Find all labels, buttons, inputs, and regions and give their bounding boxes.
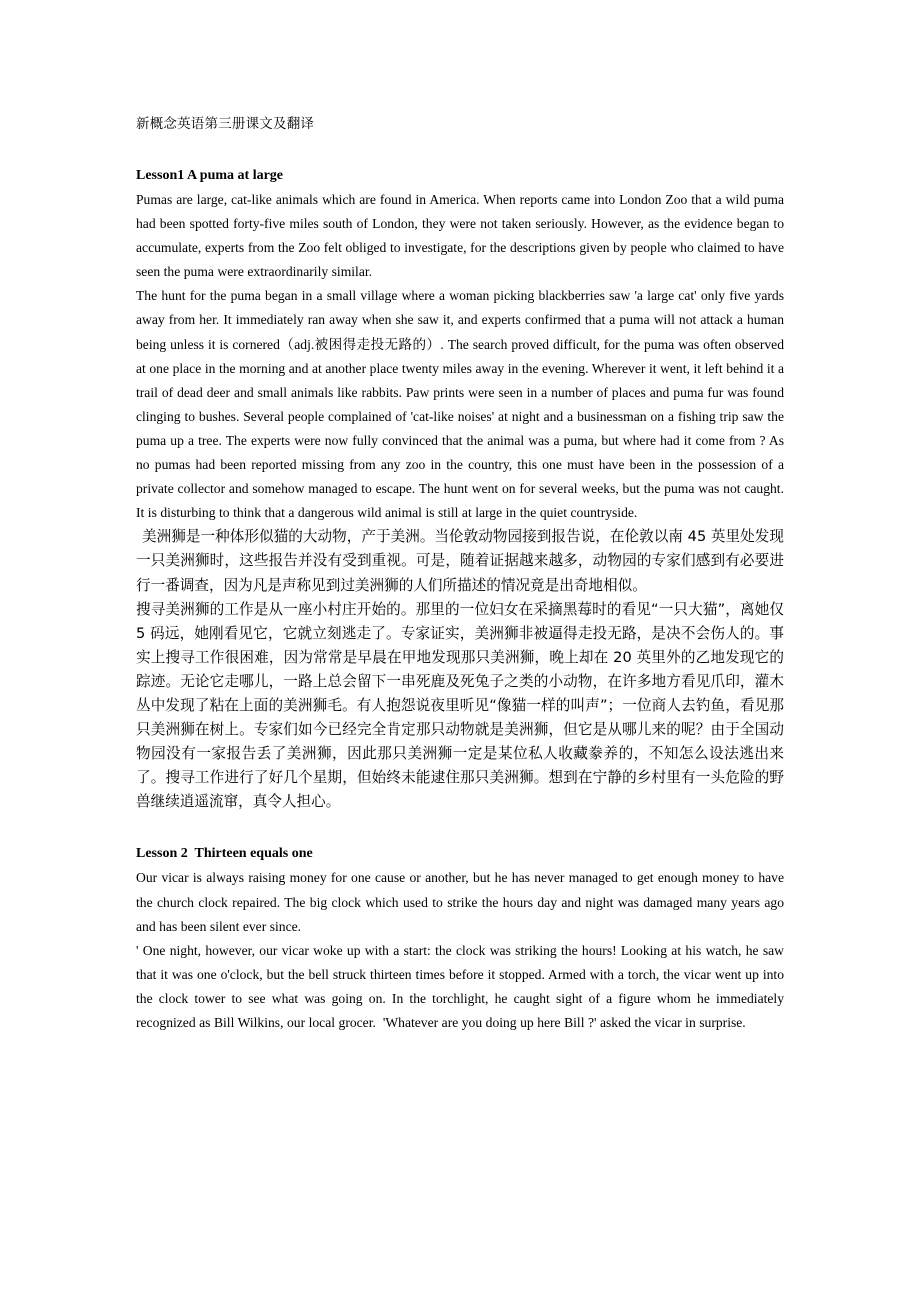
lesson-2-paragraph-1: Our vicar is always raising money for one cause or another, but he has never managed to get enough money to have the church clock repaired. The big clock which used to strike the hours day and night was damaged many years ago and has been silent ever since. [136,870,788,934]
lesson-heading-1: Lesson1 A puma at large [136,168,284,183]
lesson-1-paragraph-2: The hunt for the puma began in a small village where a woman picking blackberries saw 'a large cat' only five yards away from her. It immediately ran away when she saw it, and experts confirmed that a puma will not attack a human being unless it is cornered（adj.被困得走投无路的）. The search proved difficult, for the puma was often observed at one place in the morning and at another place twenty miles away in the evening. Wherever it went, it left behind it a trail of dead deer and small animals like rabbits. Paw prints were seen in a number of places and puma fur was found clinging to bushes. Several people complained of 'cat-like noises' at night and a businessman on a fishing trip saw the puma up a tree. The experts were now fully convinced that the animal was a puma, but where had it come from ? As no pumas had been reported missing from any zoo in the country, this one must have been in the possession of a private collector and somehow managed to escape. The hunt went on for several weeks, but the puma was not caught. It is disturbing to think that a dangerous wild animal is still at large in the quiet countryside. [136,288,788,521]
lesson-1-translation-paragraph-1: 美洲狮是一种体形似猫的大动物，产于美洲。当伦敦动物园接到报告说，在伦敦以南 45 英里处发现一只美洲狮时，这些报告并没有受到重视。可是，随着证据越来越多，动物园的专家们感到有必要进行一番调查，因为凡是声称见到过美洲狮的人们所描述的情况竟是出奇地相似。 [136,528,784,594]
lesson-2-paragraph-2: ' One night, however, our vicar woke up with a start: the clock was striking the hours! Looking at his watch, he saw that it was one o'clock, but the bell struck thirteen times before it stopped. Armed with a torch, the vicar went up into the clock tower to see what was going on. In the torchlight, he caught sight of a figure whom he immediately recognized as Bill Wilkins, our local grocer. 'Whatever are you doing up here Bill ?' asked the vicar in surprise. [136,942,788,1030]
lesson-1-translation-paragraph-2: 搜寻美洲狮的工作是从一座小村庄开始的。那里的一位妇女在采摘黑莓时的看见“一只大猫”，离她仅 5 码远，她刚看见它，它就立刻逃走了。专家证实，美洲狮非被逼得走投无路，是决不会伤人的。事实上搜寻工作很困难，因为常常是早晨在甲地发现那只美洲狮，晚上却在 20 英里外的乙地发现它的踪迹。无论它走哪儿，一路上总会留下一串死鹿及死兔子之类的小动物，在许多地方看见爪印，灌木丛中发现了粘在上面的美洲狮毛。有人抱怨说夜里听见“像猫一样的叫声”；一位商人去钓鱼，看见那只美洲狮在树上。专家们如今已经完全肯定那只动物就是美洲狮，但它是从哪儿来的呢？由于全国动物园没有一家报告丢了美洲狮，因此那只美洲狮一定是某位私人收藏豢养的，不知怎么设法逃出来了。搜寻工作进行了好几个星期，但始终未能逮住那只美洲狮。想到在宁静的乡村里有一头危险的野兽继续逍遥流窜，真令人担心。 [136,600,789,811]
lesson-heading-2: Lesson 2 Thirteen equals one [136,846,313,862]
document-title: 新概念英语第三册课文及翻译 [136,116,315,131]
lesson-1-paragraph-1: Pumas are large, cat-like animals which are found in America. When reports came into London Zoo that a wild puma had been spotted forty-five miles south of London, they were not taken seriously. However, as the evidence began to accumulate, experts from the Zoo felt obliged to investigate, for the descriptions given by people who claimed to have seen the puma were extraordinarily similar. [136,192,788,280]
